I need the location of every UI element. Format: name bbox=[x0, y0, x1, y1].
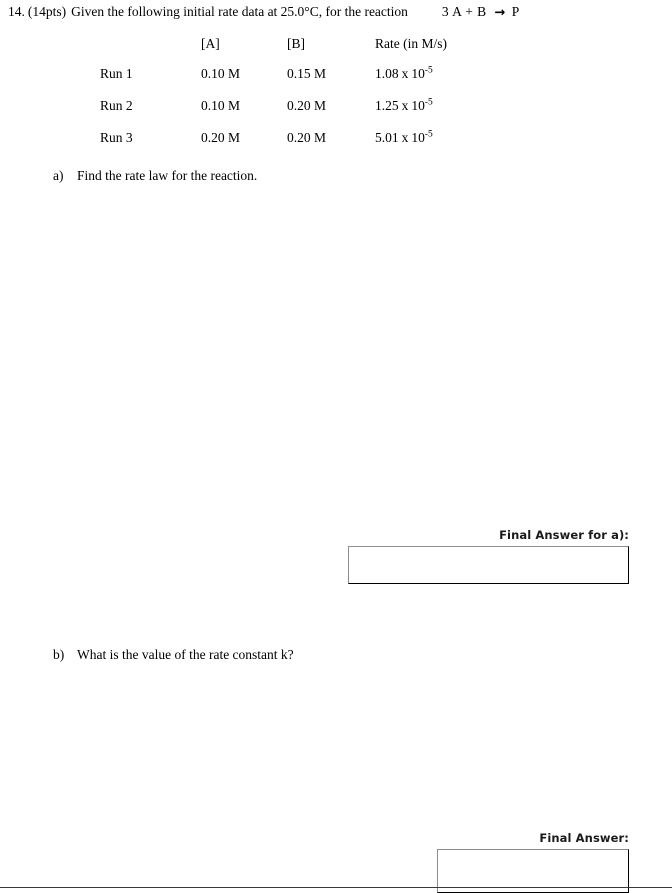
initial-rate-data-table bbox=[100, 36, 495, 162]
rate-exponent: -5 bbox=[424, 97, 433, 108]
column-header-run bbox=[100, 36, 201, 66]
reaction-equation bbox=[442, 4, 520, 19]
subquestion-a-prompt: Find the rate law for the reaction. bbox=[77, 168, 258, 183]
right-arrow-icon: → bbox=[494, 5, 506, 21]
final-answer-a-box[interactable] bbox=[348, 546, 629, 584]
table-row bbox=[100, 66, 495, 98]
cell-concentration-a: 0.20 M bbox=[201, 130, 241, 145]
final-answer-block-a bbox=[348, 528, 629, 584]
table-header-row bbox=[100, 36, 495, 66]
rate-multiplier: x bbox=[401, 66, 409, 81]
rate-multiplier: x bbox=[401, 130, 409, 145]
rate-mantissa: 1.25 bbox=[375, 98, 399, 113]
final-answer-block-b bbox=[437, 831, 629, 893]
subquestion-b-label: b) bbox=[53, 647, 65, 662]
reaction-reactants: 3 A + B bbox=[441, 4, 487, 19]
table-row bbox=[100, 98, 495, 130]
rate-mantissa: 5.01 bbox=[375, 130, 399, 145]
rate-mantissa: 1.08 bbox=[375, 66, 399, 81]
question-number: 14. bbox=[8, 4, 25, 19]
cell-concentration-b: 0.15 M bbox=[287, 66, 327, 81]
cell-run-label: Run 1 bbox=[100, 66, 133, 81]
rate-base: 10 bbox=[411, 130, 425, 145]
cell-run-label: Run 3 bbox=[100, 130, 133, 145]
question-stem: Given the following initial rate data at 25.0°C, for the reaction bbox=[71, 4, 408, 19]
question-points: (14pts) bbox=[27, 4, 67, 19]
rate-base: 10 bbox=[411, 66, 425, 81]
column-header-concentration-b: [B] bbox=[287, 36, 305, 51]
cell-concentration-a: 0.10 M bbox=[201, 66, 241, 81]
table-row bbox=[100, 130, 495, 162]
cell-rate bbox=[375, 130, 495, 162]
cell-concentration-b: 0.20 M bbox=[287, 98, 327, 113]
question-header bbox=[8, 3, 520, 22]
subquestion-b-prompt: What is the value of the rate constant k? bbox=[77, 647, 294, 662]
page-bottom-rule bbox=[0, 887, 672, 888]
rate-exponent: -5 bbox=[424, 65, 433, 76]
cell-concentration-b: 0.20 M bbox=[287, 130, 327, 145]
cell-run-label: Run 2 bbox=[100, 98, 133, 113]
cell-rate bbox=[375, 66, 495, 98]
column-header-rate: Rate (in M/s) bbox=[375, 36, 447, 51]
reaction-product: P bbox=[511, 4, 520, 19]
subquestion-a bbox=[53, 168, 257, 184]
cell-rate bbox=[375, 98, 495, 130]
final-answer-b-label: Final Answer: bbox=[539, 831, 629, 845]
subquestion-a-label: a) bbox=[53, 168, 64, 183]
subquestion-b bbox=[53, 647, 294, 663]
rate-multiplier: x bbox=[401, 98, 409, 113]
rate-exponent: -5 bbox=[424, 129, 433, 140]
cell-concentration-a: 0.10 M bbox=[201, 98, 241, 113]
column-header-concentration-a: [A] bbox=[201, 36, 220, 51]
final-answer-a-label: Final Answer for a): bbox=[499, 528, 629, 542]
rate-base: 10 bbox=[411, 98, 425, 113]
